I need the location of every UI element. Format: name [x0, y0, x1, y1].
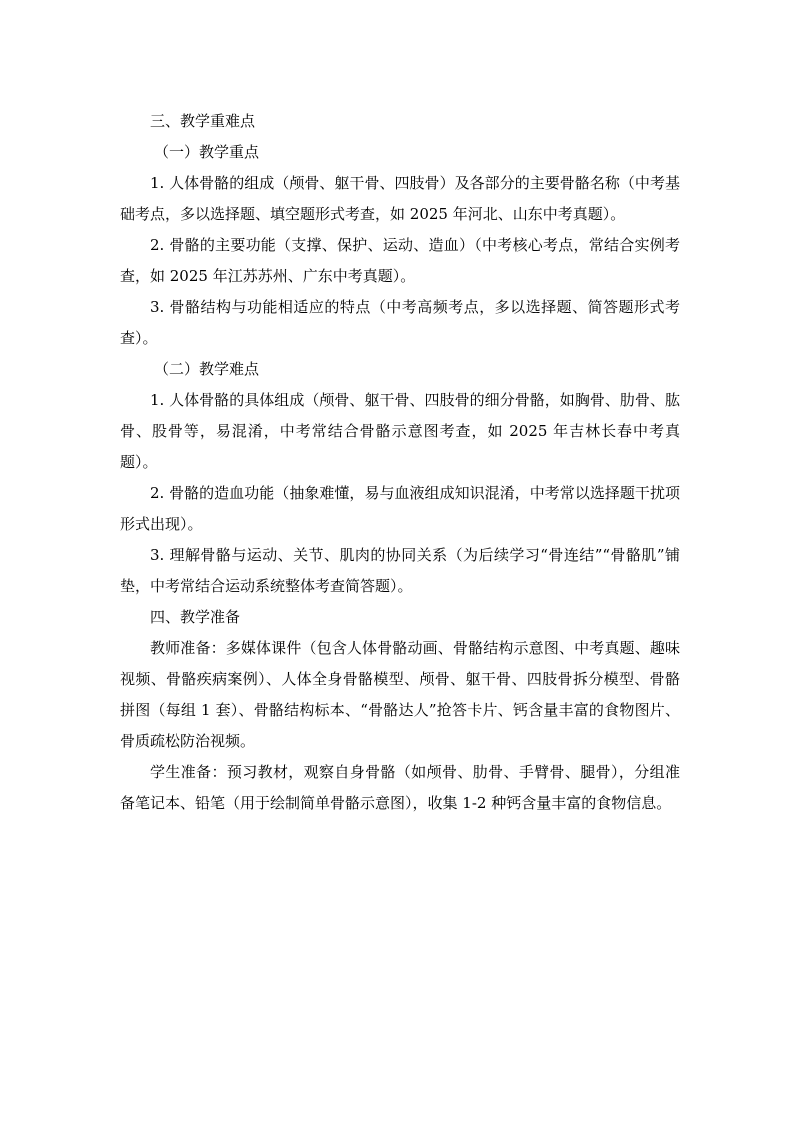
key-point-item-1: 1. 人体骨骼的组成（颅骨、躯干骨、四肢骨）及各部分的主要骨骼名称（中考基础考点，多以选择题、填空题形式考查，如 2025 年河北、山东中考真题）。 — [120, 174, 680, 223]
teacher-preparation-paragraph: 教师准备：多媒体课件（包含人体骨骼动画、骨骼结构示意图、中考真题、趣味视频、骨骼疾病案例）、人体全身骨骼模型、颅骨、躯干骨、四肢骨拆分模型、骨骼拼图（每组 1 套）、骨骼结构标本、“骨骼达人”抢答卡片、钙含量丰富的食物图片、骨质疏松防治视频。 — [120, 639, 680, 750]
subheading-teaching-difficulties: （二）教学难点 — [154, 360, 260, 378]
difficulty-item-1: 1. 人体骨骼的具体组成（颅骨、躯干骨、四肢骨的细分骨骼，如胸骨、肋骨、肱骨、股骨等，易混淆，中考常结合骨骼示意图考查，如 2025 年吉林长春中考真题）。 — [120, 391, 680, 471]
student-preparation-paragraph: 学生准备：预习教材，观察自身骨骼（如颅骨、肋骨、手臂骨、腿骨），分组准备笔记本、铅笔（用于绘制简单骨骼示意图），收集 1-2 种钙含量丰富的食物信息。 — [120, 763, 680, 812]
subheading-teaching-key-points: （一）教学重点 — [154, 143, 260, 161]
section-heading-teaching-key-difficult: 三、教学重难点 — [150, 112, 256, 130]
key-point-item-2: 2. 骨骼的主要功能（支撑、保护、运动、造血）（中考核心考点，常结合实例考查，如 2025 年江苏苏州、广东中考真题）。 — [120, 236, 680, 285]
section-heading-teaching-preparation: 四、教学准备 — [150, 608, 241, 626]
key-point-item-3: 3. 骨骼结构与功能相适应的特点（中考高频考点，多以选择题、简答题形式考查）。 — [120, 298, 680, 347]
difficulty-item-3: 3. 理解骨骼与运动、关节、肌肉的协同关系（为后续学习“骨连结”“骨骼肌”铺垫，中考常结合运动系统整体考查简答题）。 — [120, 546, 680, 595]
difficulty-item-2: 2. 骨骼的造血功能（抽象难懂，易与血液组成知识混淆，中考常以选择题干扰项形式出现）。 — [120, 484, 680, 533]
document-body — [120, 106, 680, 819]
